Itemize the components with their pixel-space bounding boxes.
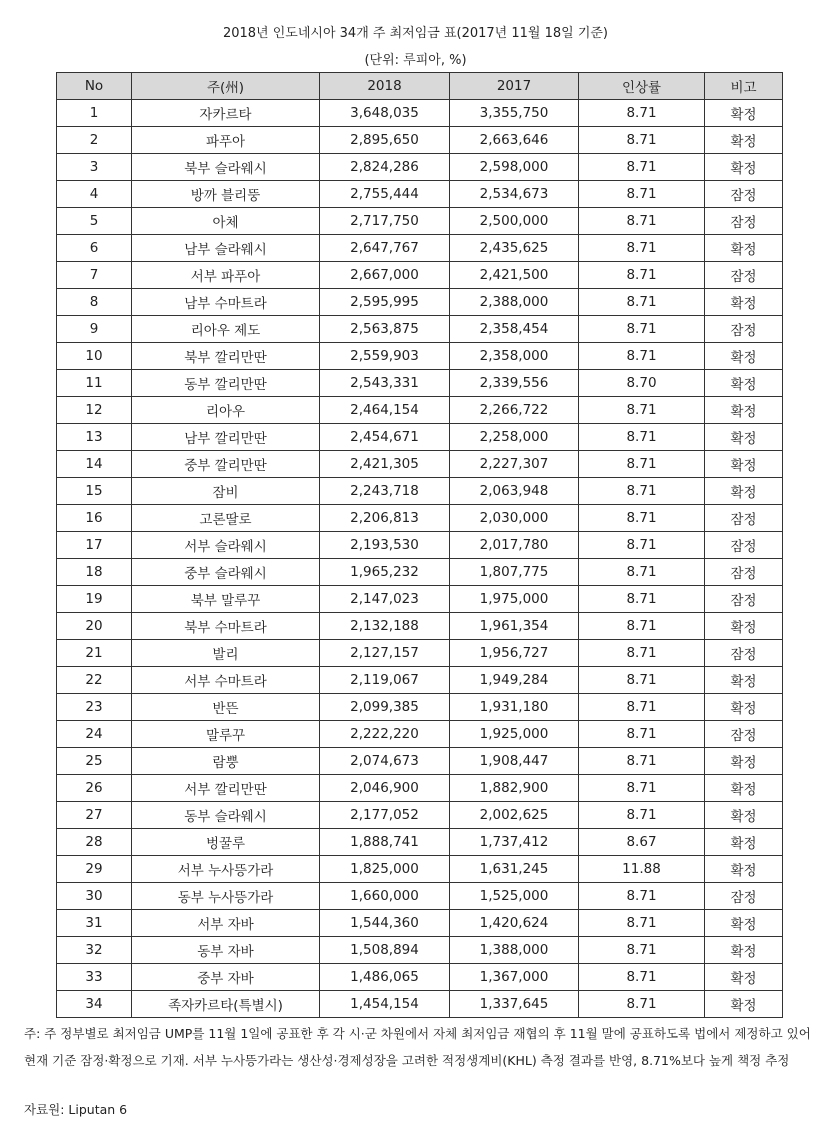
table-row [57, 370, 783, 397]
cell-increase-rate: 8.71 [579, 505, 705, 532]
cell-2018: 1,508,894 [320, 937, 450, 964]
cell-2017: 2,339,556 [450, 370, 579, 397]
cell-increase-rate: 8.71 [579, 208, 705, 235]
table-row [57, 937, 783, 964]
cell-2018: 2,421,305 [320, 451, 450, 478]
cell-no: 28 [57, 829, 132, 856]
cell-remarks: 잠정 [705, 316, 783, 343]
cell-no: 18 [57, 559, 132, 586]
table-row [57, 397, 783, 424]
cell-increase-rate: 8.71 [579, 883, 705, 910]
cell-2017: 1,925,000 [450, 721, 579, 748]
cell-province: 동부 누사뜽가라 [132, 883, 320, 910]
cell-no: 27 [57, 802, 132, 829]
cell-increase-rate: 8.71 [579, 478, 705, 505]
cell-province: 남부 슬라웨시 [132, 235, 320, 262]
cell-no: 25 [57, 748, 132, 775]
cell-2017: 1,908,447 [450, 748, 579, 775]
table-row [57, 667, 783, 694]
table-row [57, 100, 783, 127]
cell-increase-rate: 8.71 [579, 532, 705, 559]
cell-2017: 1,807,775 [450, 559, 579, 586]
cell-no: 8 [57, 289, 132, 316]
cell-remarks: 잠정 [705, 208, 783, 235]
cell-remarks: 잠정 [705, 559, 783, 586]
cell-province: 파푸아 [132, 127, 320, 154]
cell-2017: 2,534,673 [450, 181, 579, 208]
cell-remarks: 확정 [705, 100, 783, 127]
cell-province: 북부 깔리만딴 [132, 343, 320, 370]
table-row [57, 640, 783, 667]
cell-province: 서부 자바 [132, 910, 320, 937]
cell-increase-rate: 8.71 [579, 991, 705, 1018]
cell-increase-rate: 8.71 [579, 802, 705, 829]
cell-2018: 1,660,000 [320, 883, 450, 910]
cell-no: 21 [57, 640, 132, 667]
cell-2018: 1,486,065 [320, 964, 450, 991]
cell-increase-rate: 8.71 [579, 667, 705, 694]
cell-province: 북부 수마트라 [132, 613, 320, 640]
cell-province: 벙꿀루 [132, 829, 320, 856]
cell-no: 10 [57, 343, 132, 370]
table-row [57, 802, 783, 829]
cell-remarks: 잠정 [705, 262, 783, 289]
cell-no: 32 [57, 937, 132, 964]
table-row [57, 181, 783, 208]
cell-remarks: 확정 [705, 829, 783, 856]
table-row [57, 532, 783, 559]
cell-remarks: 확정 [705, 748, 783, 775]
cell-2018: 2,464,154 [320, 397, 450, 424]
cell-no: 2 [57, 127, 132, 154]
cell-2018: 2,563,875 [320, 316, 450, 343]
cell-2017: 2,500,000 [450, 208, 579, 235]
cell-2017: 1,631,245 [450, 856, 579, 883]
cell-remarks: 확정 [705, 478, 783, 505]
cell-2017: 2,388,000 [450, 289, 579, 316]
cell-2017: 1,337,645 [450, 991, 579, 1018]
cell-remarks: 잠정 [705, 181, 783, 208]
cell-2018: 2,543,331 [320, 370, 450, 397]
cell-2017: 2,017,780 [450, 532, 579, 559]
table-row [57, 586, 783, 613]
cell-2017: 1,975,000 [450, 586, 579, 613]
table-row [57, 910, 783, 937]
cell-2018: 1,965,232 [320, 559, 450, 586]
cell-2018: 2,074,673 [320, 748, 450, 775]
cell-2018: 2,559,903 [320, 343, 450, 370]
cell-province: 방까 블리뚱 [132, 181, 320, 208]
cell-no: 1 [57, 100, 132, 127]
cell-2018: 3,648,035 [320, 100, 450, 127]
cell-2017: 2,030,000 [450, 505, 579, 532]
cell-2018: 1,825,000 [320, 856, 450, 883]
cell-increase-rate: 8.71 [579, 289, 705, 316]
cell-remarks: 확정 [705, 370, 783, 397]
cell-remarks: 확정 [705, 613, 783, 640]
cell-2017: 1,367,000 [450, 964, 579, 991]
cell-province: 동부 깔리만딴 [132, 370, 320, 397]
table-row [57, 721, 783, 748]
cell-remarks: 확정 [705, 775, 783, 802]
cell-2018: 2,222,220 [320, 721, 450, 748]
cell-province: 서부 슬라웨시 [132, 532, 320, 559]
cell-increase-rate: 8.71 [579, 910, 705, 937]
cell-no: 33 [57, 964, 132, 991]
cell-2018: 2,119,067 [320, 667, 450, 694]
unit-label: (단위: 루피아, %) [364, 53, 467, 68]
cell-2017: 1,931,180 [450, 694, 579, 721]
cell-2018: 2,454,671 [320, 424, 450, 451]
cell-no: 5 [57, 208, 132, 235]
table-row [57, 478, 783, 505]
cell-2018: 2,895,650 [320, 127, 450, 154]
cell-no: 4 [57, 181, 132, 208]
table-row [57, 964, 783, 991]
table-row [57, 748, 783, 775]
cell-2017: 2,266,722 [450, 397, 579, 424]
source-note: 자료원: Liputan 6 [24, 1102, 128, 1117]
cell-province: 서부 누사뜽가라 [132, 856, 320, 883]
cell-no: 12 [57, 397, 132, 424]
cell-remarks: 확정 [705, 424, 783, 451]
table-row [57, 154, 783, 181]
cell-province: 북부 말루꾸 [132, 586, 320, 613]
cell-province: 동부 슬라웨시 [132, 802, 320, 829]
cell-increase-rate: 8.71 [579, 235, 705, 262]
column-header-2018: 2018 [320, 73, 450, 100]
cell-2018: 2,824,286 [320, 154, 450, 181]
cell-increase-rate: 8.71 [579, 127, 705, 154]
table-row [57, 856, 783, 883]
cell-2018: 1,454,154 [320, 991, 450, 1018]
footnote: 주: 주 정부별로 최저임금 UMP를 11월 1일에 공표한 후 각 시·군 차원에서 자체 최저임금 재협의 후 11월 말에 공표하도록 법에서 제정하고 있어 현재 기준 잠정·확정으로 기재. 서부 누사뜽가라는 생산성·경제성장을 고려한 적정생계비(KHL) 측정 결과를 반영, 8.71%보다 높게 책정 추정 [24, 1026, 811, 1068]
cell-2017: 2,063,948 [450, 478, 579, 505]
cell-province: 서부 파푸아 [132, 262, 320, 289]
cell-increase-rate: 8.71 [579, 721, 705, 748]
cell-province: 아체 [132, 208, 320, 235]
cell-no: 14 [57, 451, 132, 478]
cell-province: 람뿡 [132, 748, 320, 775]
cell-remarks: 확정 [705, 343, 783, 370]
cell-remarks: 확정 [705, 154, 783, 181]
table-row [57, 235, 783, 262]
cell-no: 19 [57, 586, 132, 613]
cell-increase-rate: 8.71 [579, 559, 705, 586]
cell-no: 6 [57, 235, 132, 262]
table-row [57, 451, 783, 478]
cell-remarks: 확정 [705, 451, 783, 478]
cell-no: 24 [57, 721, 132, 748]
table-header-row [57, 73, 783, 100]
cell-remarks: 잠정 [705, 721, 783, 748]
cell-no: 3 [57, 154, 132, 181]
cell-remarks: 확정 [705, 964, 783, 991]
table-row [57, 424, 783, 451]
cell-remarks: 확정 [705, 856, 783, 883]
cell-no: 34 [57, 991, 132, 1018]
cell-no: 23 [57, 694, 132, 721]
table-row [57, 343, 783, 370]
column-header-2017: 2017 [450, 73, 579, 100]
cell-increase-rate: 8.71 [579, 775, 705, 802]
cell-2018: 2,717,750 [320, 208, 450, 235]
cell-2018: 2,177,052 [320, 802, 450, 829]
cell-2018: 2,046,900 [320, 775, 450, 802]
cell-no: 9 [57, 316, 132, 343]
cell-2018: 2,667,000 [320, 262, 450, 289]
cell-province: 족자카르타(특별시) [132, 991, 320, 1018]
cell-province: 잠비 [132, 478, 320, 505]
cell-2018: 2,127,157 [320, 640, 450, 667]
cell-remarks: 확정 [705, 397, 783, 424]
cell-2018: 1,544,360 [320, 910, 450, 937]
cell-increase-rate: 8.71 [579, 397, 705, 424]
cell-2018: 2,243,718 [320, 478, 450, 505]
cell-no: 7 [57, 262, 132, 289]
cell-2017: 1,956,727 [450, 640, 579, 667]
cell-2018: 2,193,530 [320, 532, 450, 559]
cell-increase-rate: 8.71 [579, 937, 705, 964]
table-title: 2018년 인도네시아 34개 주 최저임금 표(2017년 11월 18일 기준) [222, 26, 609, 41]
cell-remarks: 확정 [705, 289, 783, 316]
cell-no: 31 [57, 910, 132, 937]
cell-increase-rate: 11.88 [579, 856, 705, 883]
cell-no: 15 [57, 478, 132, 505]
cell-2017: 1,525,000 [450, 883, 579, 910]
cell-increase-rate: 8.71 [579, 613, 705, 640]
cell-2017: 2,358,454 [450, 316, 579, 343]
table-row [57, 505, 783, 532]
column-header-no: No [57, 73, 132, 100]
cell-province: 서부 수마트라 [132, 667, 320, 694]
cell-province: 리아우 [132, 397, 320, 424]
column-header-remarks: 비고 [705, 73, 783, 100]
cell-no: 26 [57, 775, 132, 802]
cell-remarks: 확정 [705, 235, 783, 262]
table-row [57, 775, 783, 802]
cell-no: 22 [57, 667, 132, 694]
cell-no: 30 [57, 883, 132, 910]
cell-province: 발리 [132, 640, 320, 667]
cell-increase-rate: 8.70 [579, 370, 705, 397]
cell-2017: 2,227,307 [450, 451, 579, 478]
cell-2018: 2,206,813 [320, 505, 450, 532]
column-header-province: 주(州) [132, 73, 320, 100]
cell-2017: 2,358,000 [450, 343, 579, 370]
cell-remarks: 잠정 [705, 640, 783, 667]
cell-increase-rate: 8.71 [579, 451, 705, 478]
table-row [57, 991, 783, 1018]
cell-2018: 2,147,023 [320, 586, 450, 613]
table-body [57, 100, 783, 1018]
table-row [57, 316, 783, 343]
cell-2017: 2,002,625 [450, 802, 579, 829]
table-row [57, 613, 783, 640]
cell-2017: 2,598,000 [450, 154, 579, 181]
cell-no: 17 [57, 532, 132, 559]
cell-2017: 1,388,000 [450, 937, 579, 964]
cell-increase-rate: 8.71 [579, 343, 705, 370]
cell-increase-rate: 8.71 [579, 181, 705, 208]
cell-2017: 2,663,646 [450, 127, 579, 154]
cell-2017: 1,737,412 [450, 829, 579, 856]
cell-increase-rate: 8.71 [579, 424, 705, 451]
cell-remarks: 확정 [705, 937, 783, 964]
cell-2017: 1,420,624 [450, 910, 579, 937]
cell-2017: 1,961,354 [450, 613, 579, 640]
cell-remarks: 확정 [705, 910, 783, 937]
cell-province: 리아우 제도 [132, 316, 320, 343]
cell-remarks: 확정 [705, 802, 783, 829]
cell-no: 13 [57, 424, 132, 451]
table-row [57, 289, 783, 316]
cell-increase-rate: 8.71 [579, 316, 705, 343]
cell-no: 20 [57, 613, 132, 640]
cell-province: 중부 슬라웨시 [132, 559, 320, 586]
table-row [57, 883, 783, 910]
cell-2018: 2,647,767 [320, 235, 450, 262]
cell-remarks: 확정 [705, 667, 783, 694]
cell-2017: 1,882,900 [450, 775, 579, 802]
table-row [57, 208, 783, 235]
cell-2018: 2,595,995 [320, 289, 450, 316]
cell-increase-rate: 8.71 [579, 964, 705, 991]
cell-province: 말루꾸 [132, 721, 320, 748]
table-row [57, 829, 783, 856]
cell-2017: 2,258,000 [450, 424, 579, 451]
cell-province: 동부 자바 [132, 937, 320, 964]
cell-increase-rate: 8.71 [579, 154, 705, 181]
cell-increase-rate: 8.67 [579, 829, 705, 856]
cell-2017: 1,949,284 [450, 667, 579, 694]
table-row [57, 262, 783, 289]
cell-province: 서부 깔리만딴 [132, 775, 320, 802]
cell-province: 중부 깔리만딴 [132, 451, 320, 478]
cell-remarks: 잠정 [705, 532, 783, 559]
cell-increase-rate: 8.71 [579, 694, 705, 721]
cell-increase-rate: 8.71 [579, 748, 705, 775]
cell-2017: 2,421,500 [450, 262, 579, 289]
cell-province: 고론딸로 [132, 505, 320, 532]
cell-province: 남부 수마트라 [132, 289, 320, 316]
cell-remarks: 확정 [705, 694, 783, 721]
cell-remarks: 확정 [705, 991, 783, 1018]
cell-2018: 2,132,188 [320, 613, 450, 640]
cell-remarks: 잠정 [705, 586, 783, 613]
column-header-increase-rate: 인상률 [579, 73, 705, 100]
cell-increase-rate: 8.71 [579, 640, 705, 667]
minimum-wage-table [56, 72, 783, 1018]
cell-province: 북부 슬라웨시 [132, 154, 320, 181]
cell-no: 11 [57, 370, 132, 397]
cell-increase-rate: 8.71 [579, 262, 705, 289]
cell-province: 남부 깔리만딴 [132, 424, 320, 451]
cell-2017: 2,435,625 [450, 235, 579, 262]
cell-remarks: 확정 [705, 127, 783, 154]
table-row [57, 694, 783, 721]
cell-no: 16 [57, 505, 132, 532]
cell-province: 반뜬 [132, 694, 320, 721]
cell-province: 자카르타 [132, 100, 320, 127]
cell-remarks: 잠정 [705, 883, 783, 910]
cell-2018: 1,888,741 [320, 829, 450, 856]
table-row [57, 559, 783, 586]
cell-2018: 2,099,385 [320, 694, 450, 721]
cell-2018: 2,755,444 [320, 181, 450, 208]
cell-province: 중부 자바 [132, 964, 320, 991]
cell-2017: 3,355,750 [450, 100, 579, 127]
cell-remarks: 잠정 [705, 505, 783, 532]
cell-increase-rate: 8.71 [579, 586, 705, 613]
cell-increase-rate: 8.71 [579, 100, 705, 127]
table-row [57, 127, 783, 154]
cell-no: 29 [57, 856, 132, 883]
